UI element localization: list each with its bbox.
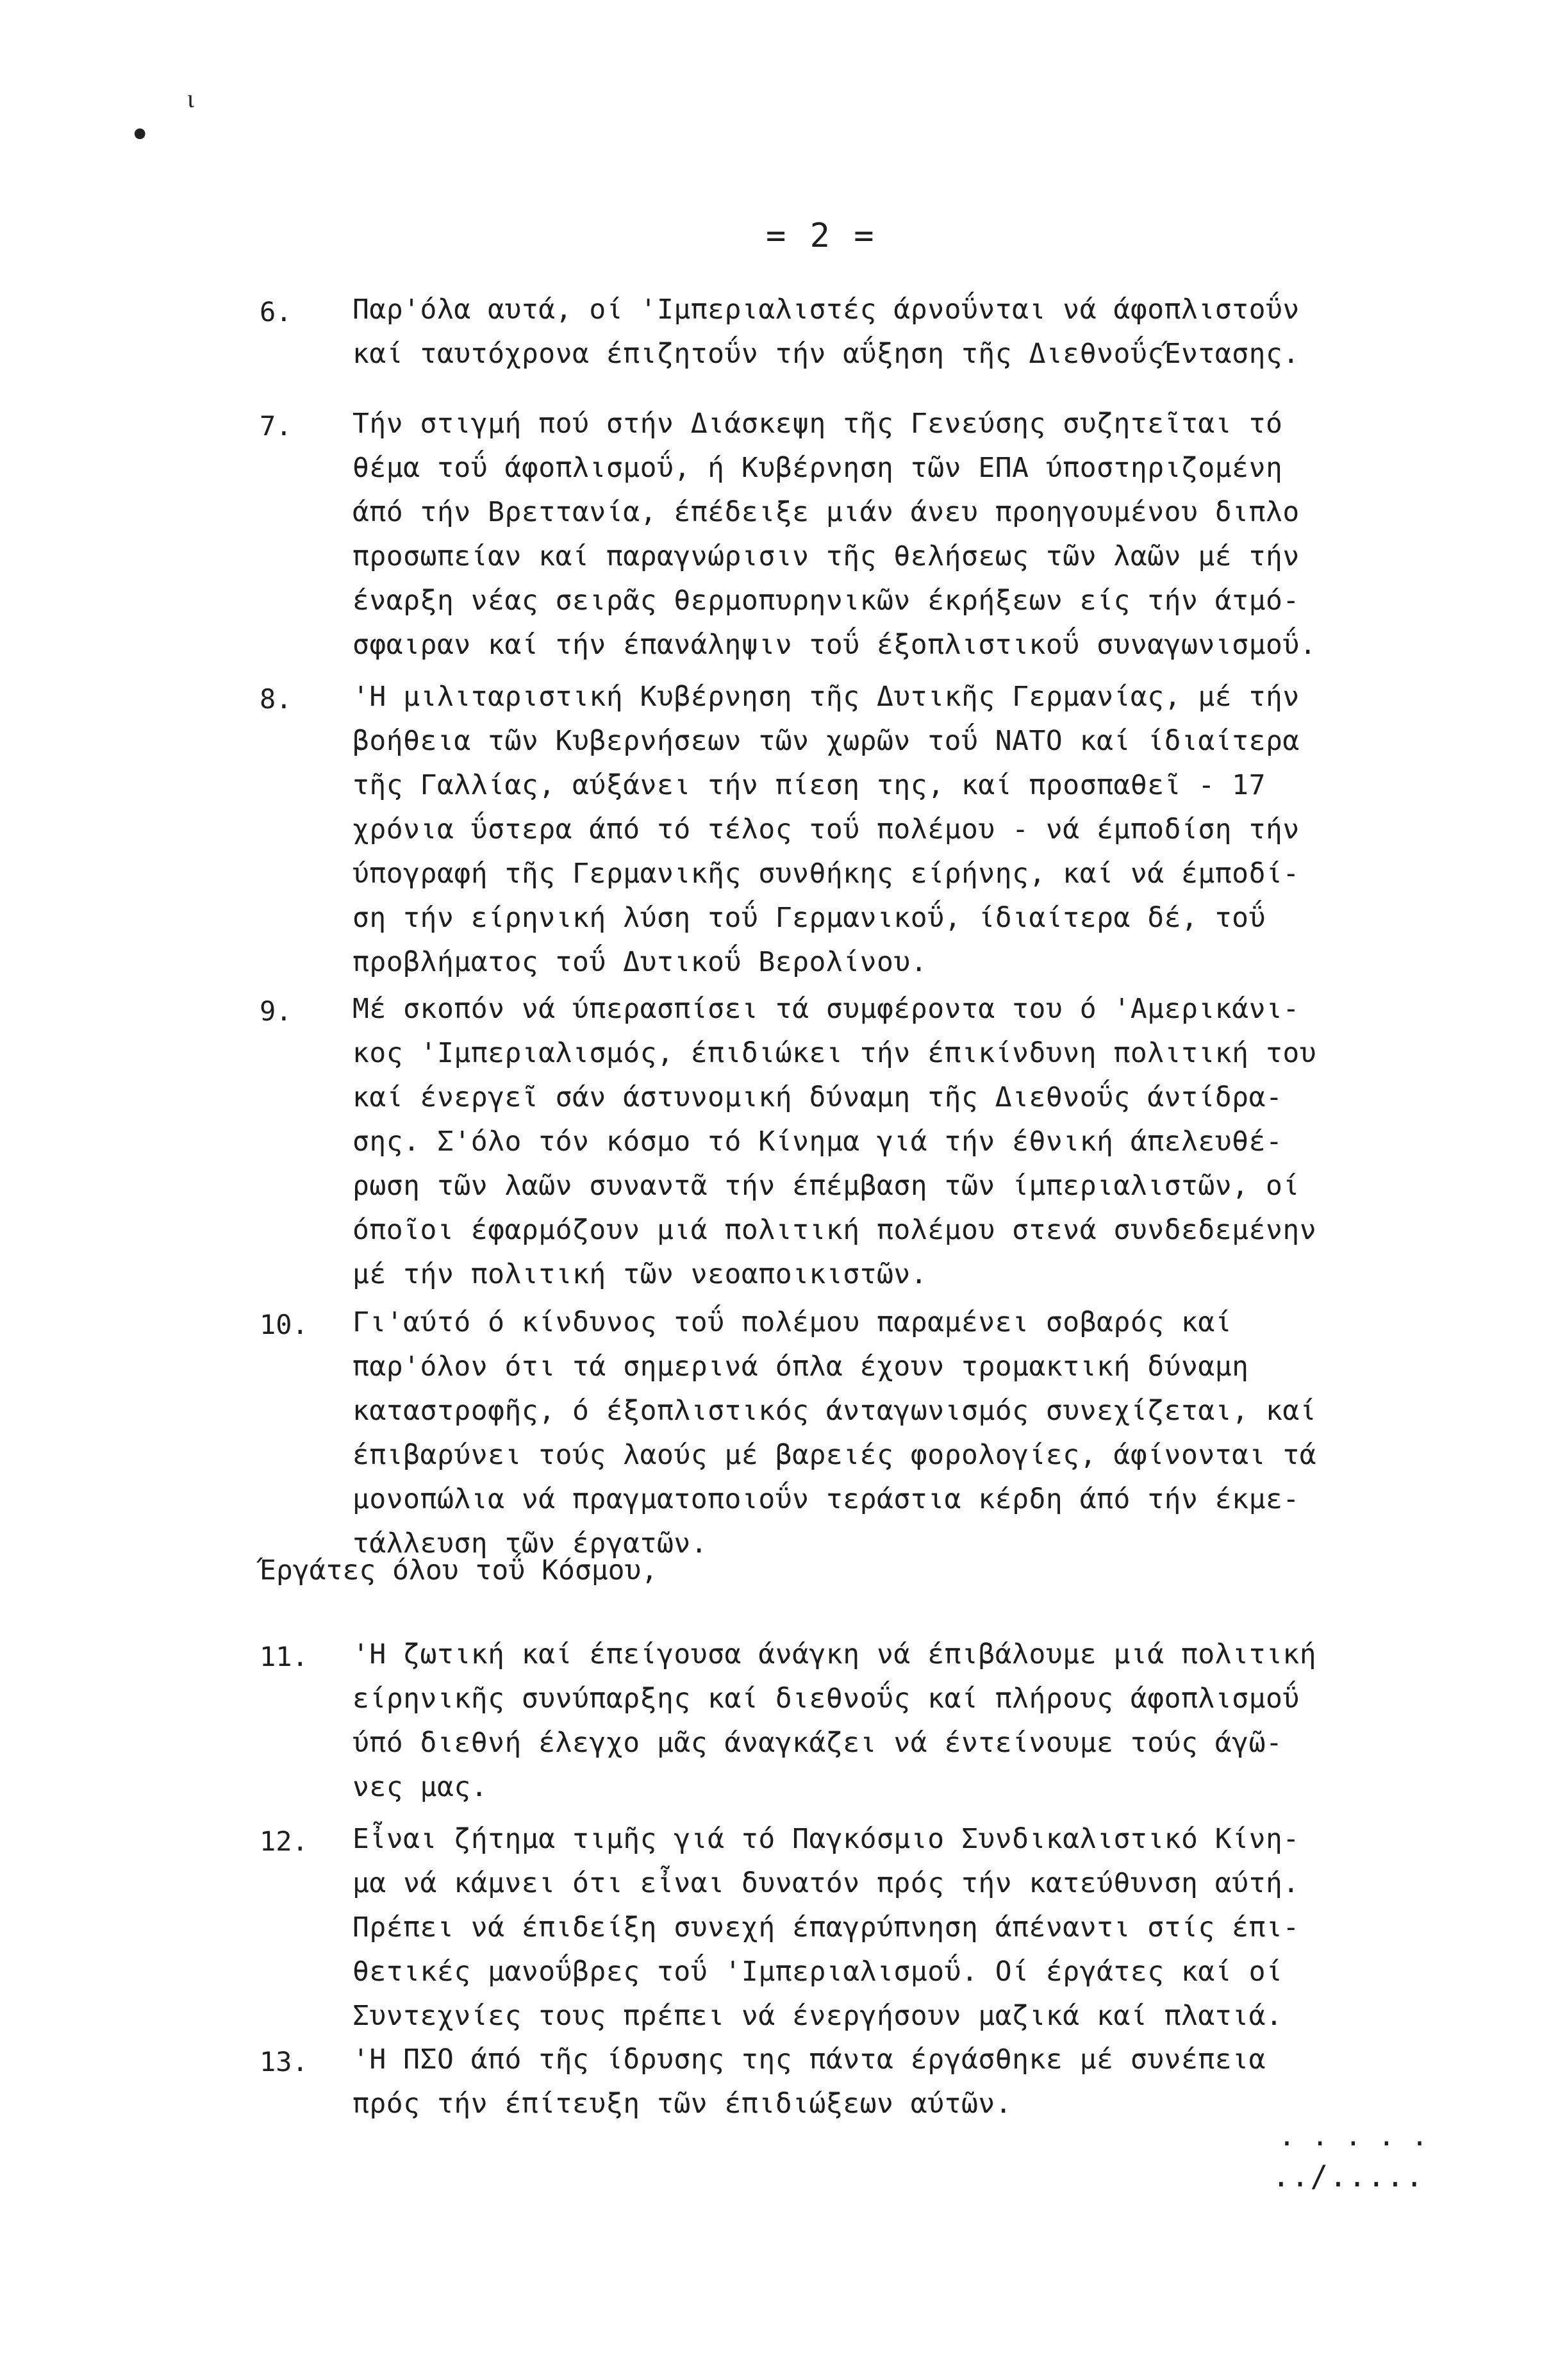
text-line: ρωση τῶν λαῶν συναντᾶ τήν έπέμβαση τῶν ίμπεριαλιστῶν, οί [352, 1170, 1300, 1202]
text-line: χρόνια ΰστερα άπό τό τέλος τοΰ πολέμου - νά έμποδίση τήν [352, 813, 1300, 845]
text-line: Πρέπει νά έπιδείξη συνεχή έπαγρύπνηση άπέναντι στίς έπι- [352, 1911, 1300, 1943]
text-line: μα νά κάμνει ότι εἶναι δυνατόν πρός τήν κατεύθυνση αύτή. [352, 1867, 1300, 1899]
paragraph-number: 10. [260, 1309, 308, 1340]
paragraph-number: 11. [260, 1641, 308, 1672]
continuation-mark: ../..... [1272, 2159, 1425, 2193]
continuation-dots: . . . . . [1279, 2120, 1428, 2152]
paragraph-text [352, 675, 1500, 985]
text-line: πρός τήν έπίτευξη τῶν έπιδιώξεων αύτῶν. [352, 2088, 1013, 2120]
text-line: Μέ σκοπόν νά ύπερασπίσει τά συμφέροντα του ό 'Αμερικάνι- [352, 993, 1300, 1025]
text-line: κος 'Ιμπεριαλισμός, έπιδιώκει τήν έπικίνδυνη πολιτική του [352, 1037, 1317, 1069]
paragraph-number: 12. [260, 1826, 308, 1857]
text-line: Εἶναι ζήτημα τιμῆς γιά τό Παγκόσμιο Συνδικαλιστικό Κίνη- [352, 1823, 1300, 1855]
text-line: σης. Σ'όλο τόν κόσμο τό Κίνημα γιά τήν έθνική άπελευθέ- [352, 1126, 1283, 1158]
text-line: μονοπώλια νά πραγματοποιοΰν τεράστια κέρδη άπό τήν έκμε- [352, 1483, 1300, 1515]
page-number: = 2 = [766, 217, 876, 255]
text-line: ύπό διεθνή έλεγχο μᾶς άναγκάζει νά έντείνουμε τούς άγῶ- [352, 1727, 1283, 1759]
text-line: παρ'όλον ότι τά σημερινά όπλα έχουν τρομακτική δύναμη [352, 1351, 1249, 1383]
paragraph-number: 13. [260, 2046, 308, 2077]
text-line: καί ένεργεῖ σάν άστυνομική δύναμη τῆς Διεθνοΰς άντίδρα- [352, 1081, 1283, 1113]
text-line: έναρξη νέας σειρᾶς θερμοπυρηνικῶν έκρήξεων είς τήν άτμό- [352, 585, 1300, 617]
paragraph-text [352, 402, 1500, 667]
text-line: θετικές μανοΰβρες τοΰ 'Ιμπεριαλισμοΰ. Οί έργάτες καί οί [352, 1956, 1283, 1988]
text-line: μέ τήν πολιτική τῶν νεοαποικιστῶν. [352, 1258, 928, 1290]
paragraph-number: 8. [260, 683, 292, 715]
section-heading: Έργάτες όλου τοΰ Κόσμου, [260, 1554, 658, 1586]
text-line: θέμα τοΰ άφοπλισμοΰ, ή Κυβέρνηση τῶν ΕΠΑ ύποστηριζομένη [352, 452, 1283, 484]
text-line: τάλλευση τῶν έργατῶν. [352, 1527, 708, 1560]
text-line: 'Η ζωτική καί έπείγουσα άνάγκη νά έπιβάλουμε μιά πολιτική [352, 1638, 1317, 1670]
text-line: Τήν στιγμή πού στήν Διάσκεψη τῆς Γενεύσης συζητεῖται τό [352, 408, 1283, 440]
text-line: όποῖοι έφαρμόζουν μιά πολιτική πολέμου στενά συνδεδεμένην [352, 1214, 1317, 1246]
text-line: καί ταυτόχρονα έπιζητοΰν τήν αΰξηση τῆς ΔιεθνοΰςΈντασης. [352, 338, 1300, 370]
text-line: Παρ'όλα αυτά, οί 'Ιμπεριαλιστές άρνοΰνται νά άφοπλιστοΰν [352, 294, 1300, 326]
ink-dot-mark: • [132, 110, 148, 159]
text-line: σφαιραν καί τήν έπανάληψιν τοΰ έξοπλιστικοΰ συναγωνισμοΰ. [352, 629, 1317, 661]
paragraph-number: 6. [260, 296, 292, 328]
paragraph-text [352, 2038, 1500, 2126]
text-line: άπό τήν Βρεττανία, έπέδειξε μιάν άνευ προηγουμένου διπλο [352, 496, 1300, 528]
paragraph-text [352, 1301, 1500, 1566]
paragraph-text [352, 288, 1500, 376]
text-line: 'Η μιλιταριστική Κυβέρνηση τῆς Δυτικῆς Γερμανίας, μέ τήν [352, 681, 1300, 713]
text-line: προσωπείαν καί παραγνώρισιν τῆς θελήσεως τῶν λαῶν μέ τήν [352, 540, 1300, 572]
paragraph-text [352, 1633, 1500, 1810]
paragraph-text [352, 987, 1500, 1297]
paragraph-number: 9. [260, 995, 292, 1027]
text-line: Γι'αύτό ό κίνδυνος τοΰ πολέμου παραμένει σοβαρός καί [352, 1306, 1232, 1338]
text-line: ση τήν είρηνική λύση τοΰ Γερμανικοΰ, ίδιαίτερα δέ, τοΰ [352, 902, 1266, 934]
text-line: καταστροφῆς, ό έξοπλιστικός άνταγωνισμός συνεχίζεται, καί [352, 1395, 1317, 1427]
text-line: έπιβαρύνει τούς λαούς μέ βαρειές φορολογίες, άφίνονται τά [352, 1439, 1317, 1471]
text-line: είρηνικῆς συνύπαρξης καί διεθνοΰς καί πλήρους άφοπλισμοΰ [352, 1683, 1300, 1715]
text-line: προβλήματος τοΰ Δυτικοΰ Βερολίνου. [352, 946, 928, 978]
text-line: βοήθεια τῶν Κυβερνήσεων τῶν χωρῶν τοΰ ΝΑΤΟ καί ίδιαίτερα [352, 725, 1300, 757]
text-line: ύπογραφή τῆς Γερμανικῆς συνθήκης είρήνης, καί νά έμποδί- [352, 858, 1300, 890]
handwritten-mark: ι [187, 84, 194, 113]
text-line: 'Η ΠΣΟ άπό τῆς ίδρυσης της πάντα έργάσθηκε μέ συνέπεια [352, 2043, 1266, 2076]
text-line: Συντεχνίες τους πρέπει νά ένεργήσουν μαζικά καί πλατιά. [352, 2000, 1283, 2032]
paragraph-number: 7. [260, 410, 292, 442]
text-line: νες μας. [352, 1771, 488, 1803]
text-line: τῆς Γαλλίας, αύξάνει τήν πίεση της, καί προσπαθεῖ - 17 [352, 769, 1266, 801]
paragraph-text [352, 1817, 1500, 2038]
